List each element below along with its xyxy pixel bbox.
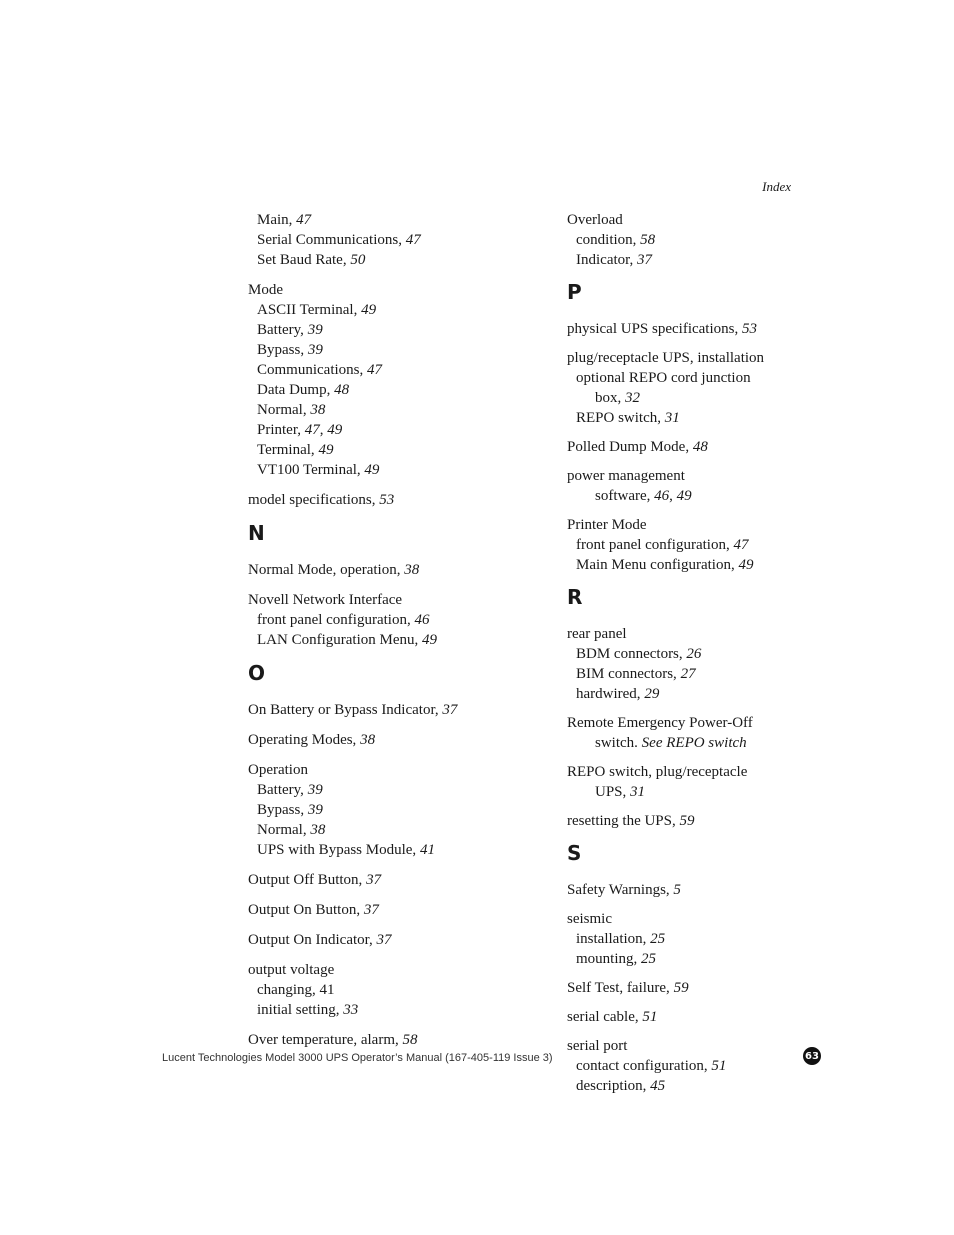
page-number-badge: 63	[803, 1047, 821, 1065]
index-subentry: Bypass, 39	[257, 802, 323, 818]
index-subentry: optional REPO cord junction	[576, 370, 751, 386]
index-entry-printer-mode	[567, 515, 867, 575]
index-subentry: description, 45	[576, 1078, 666, 1094]
index-entry-output-voltage	[248, 960, 548, 1020]
index-term: Remote Emergency Power-Off	[567, 715, 753, 731]
index-subentry: changing, 41	[257, 982, 335, 998]
index-term: Operating Modes, 38	[248, 732, 376, 748]
index-subentry: Terminal, 49	[257, 442, 334, 458]
index-subentry: UPS with Bypass Module, 41	[257, 842, 435, 858]
index-subentry: Battery, 39	[257, 322, 323, 338]
index-term: seismic	[567, 911, 612, 927]
index-entry-seismic	[567, 909, 867, 969]
index-entry-rear-panel	[567, 624, 867, 704]
index-subentry: contact configuration, 51	[576, 1058, 727, 1074]
index-subentry: Communications, 47	[257, 362, 382, 378]
index-subentry: Indicator, 37	[576, 252, 653, 268]
index-subentry: Normal, 38	[257, 402, 326, 418]
index-entry	[248, 700, 548, 720]
index-entry	[567, 880, 867, 900]
index-term: Overload	[567, 212, 623, 228]
index-subentry: ASCII Terminal, 49	[257, 302, 377, 318]
running-header: Index	[762, 179, 791, 194]
index-subentry: Set Baud Rate, 50	[257, 252, 366, 268]
index-term: Normal Mode, operation, 38	[248, 562, 420, 578]
index-term: REPO switch, plug/receptacle	[567, 764, 748, 780]
index-entry	[567, 1007, 867, 1027]
index-term: output voltage	[248, 962, 335, 978]
index-entry	[248, 870, 548, 890]
index-term: Novell Network Interface	[248, 592, 403, 608]
index-subentry: front panel configuration, 46	[257, 612, 430, 628]
index-subentry: initial setting, 33	[257, 1002, 359, 1018]
index-term-continued: software, 46, 49	[595, 488, 692, 504]
index-entry	[567, 811, 867, 831]
index-entry-novell	[248, 590, 548, 650]
index-subentry: condition, 58	[576, 232, 656, 248]
index-entry-plug	[567, 348, 867, 428]
index-subentry: front panel configuration, 47	[576, 537, 749, 553]
index-subentry: Serial Communications, 47	[257, 232, 421, 248]
index-subentry: mounting, 25	[576, 951, 657, 967]
index-subentry: Main Menu configuration, 49	[576, 557, 754, 573]
index-term: Safety Warnings, 5	[567, 882, 681, 898]
index-subentry-continued: box, 32	[595, 390, 640, 406]
index-term: serial cable, 51	[567, 1009, 658, 1025]
index-subentry: hardwired, 29	[576, 686, 660, 702]
index-entry	[567, 978, 867, 998]
index-term: resetting the UPS, 59	[567, 813, 695, 829]
index-term: power management	[567, 468, 685, 484]
index-term: serial port	[567, 1038, 628, 1054]
index-term: Mode	[248, 282, 283, 298]
index-entry	[567, 437, 867, 457]
index-subentry: Bypass, 39	[257, 342, 323, 358]
index-subentry: Data Dump, 48	[257, 382, 350, 398]
section-letter-s: S	[567, 841, 582, 865]
index-term: physical UPS specifications, 53	[567, 321, 757, 337]
index-column-left	[248, 210, 548, 1060]
index-term: Polled Dump Mode, 48	[567, 439, 708, 455]
index-term: Printer Mode	[567, 517, 647, 533]
index-entry	[248, 730, 548, 750]
page-footer: Lucent Technologies Model 3000 UPS Operator’s Manual (167-405-119 Issue 3)	[162, 1052, 553, 1064]
index-term-continued: switch. See REPO switch	[595, 735, 747, 751]
index-entry-serial-port	[567, 1036, 867, 1096]
index-entry-overload	[567, 210, 867, 270]
index-entry	[567, 319, 867, 339]
index-term-continued: UPS, 31	[595, 784, 646, 800]
index-entry	[248, 1030, 548, 1050]
section-letter-r: R	[567, 585, 583, 609]
index-term: model specifications, 53	[248, 492, 395, 508]
index-term: Over temperature, alarm, 58	[248, 1032, 418, 1048]
index-entry	[248, 900, 548, 920]
index-term: Output On Indicator, 37	[248, 932, 392, 948]
index-subentry: BIM connectors, 27	[576, 666, 696, 682]
index-column-right	[567, 210, 867, 1105]
index-term: Output On Button, 37	[248, 902, 379, 918]
index-subentry: Battery, 39	[257, 782, 323, 798]
index-subentry: installation, 25	[576, 931, 666, 947]
section-letter-p: P	[567, 280, 582, 304]
index-entry-remote-epo	[567, 713, 867, 753]
index-term: rear panel	[567, 626, 627, 642]
index-subentry: REPO switch, 31	[576, 410, 680, 426]
index-entry-operation	[248, 760, 548, 860]
index-entry	[248, 930, 548, 950]
index-subentry: Main, 47	[257, 212, 312, 228]
index-entry	[248, 490, 548, 510]
index-entry	[248, 560, 548, 580]
section-letter-o: O	[248, 661, 266, 685]
index-entry-repo	[567, 762, 867, 802]
index-subentry: BDM connectors, 26	[576, 646, 702, 662]
index-term: plug/receptacle UPS, installation	[567, 350, 765, 366]
index-subentry: Printer, 47, 49	[257, 422, 343, 438]
index-term: Operation	[248, 762, 308, 778]
index-entry-mode	[248, 280, 548, 480]
index-entry-power-management	[567, 466, 867, 506]
index-term: Self Test, failure, 59	[567, 980, 689, 996]
index-subentry: VT100 Terminal, 49	[257, 462, 380, 478]
index-subentry: LAN Configuration Menu, 49	[257, 632, 437, 648]
section-letter-n: N	[248, 521, 265, 545]
index-entry-continued	[248, 210, 548, 270]
index-term: Output Off Button, 37	[248, 872, 382, 888]
index-term: On Battery or Bypass Indicator, 37	[248, 702, 458, 718]
index-subentry: Normal, 38	[257, 822, 326, 838]
